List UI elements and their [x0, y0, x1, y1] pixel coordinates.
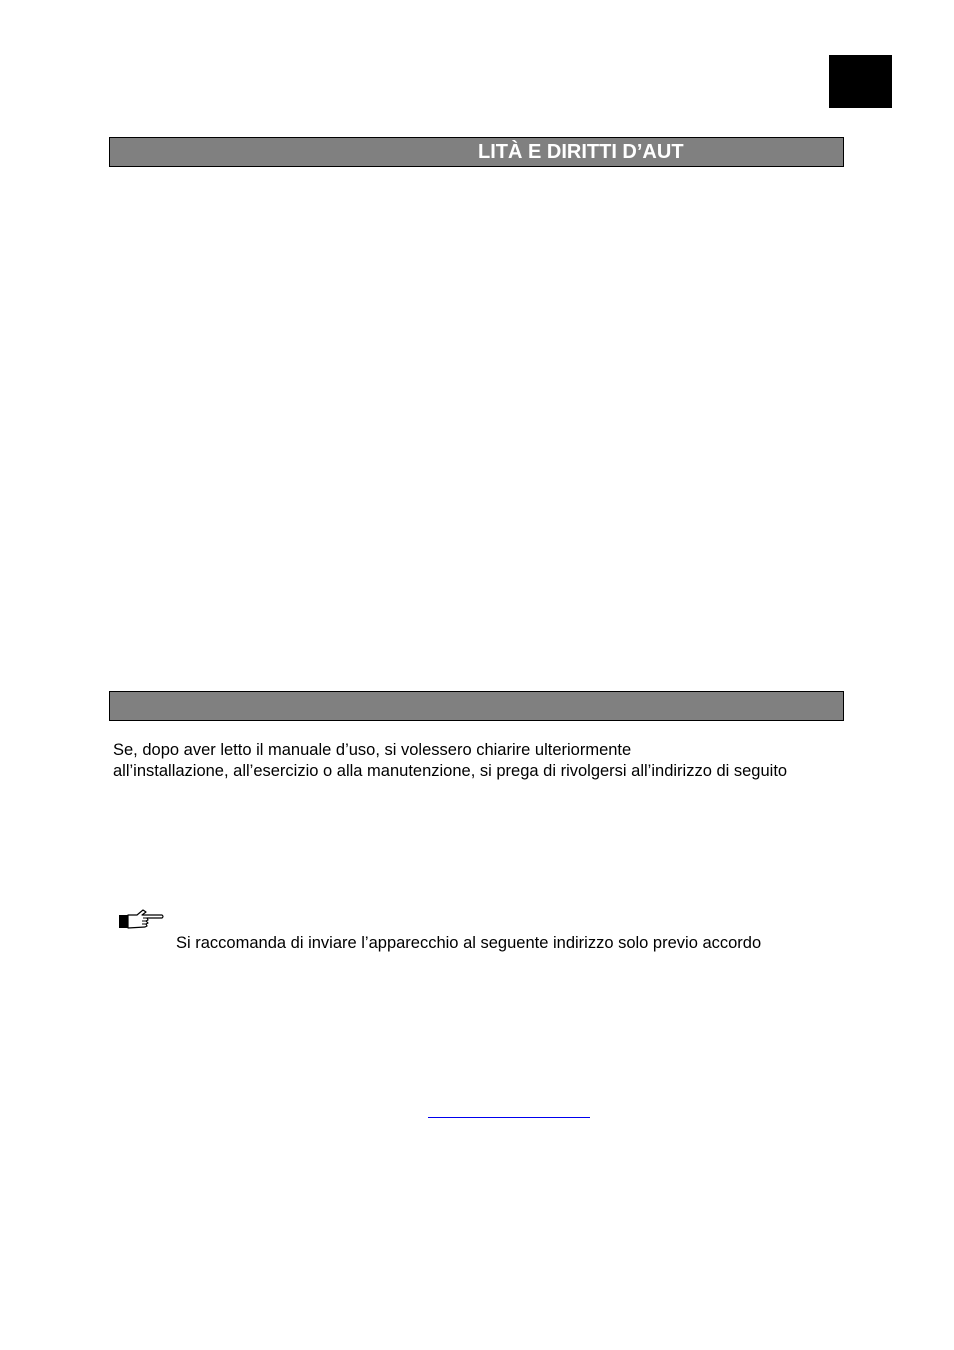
pointing-hand-icon [117, 907, 165, 931]
section-header-bar-empty [109, 691, 844, 721]
section-title: LITÀ E DIRITTI D’AUT [478, 141, 684, 163]
link-underline[interactable] [428, 1117, 590, 1118]
paragraph-line: Se, dopo aver letto il manuale d’uso, si volessero chiarire ulteriormente [113, 741, 632, 759]
paragraph-line: all’installazione, all’esercizio o alla manutenzione, si prega di rivolgersi all’indirizzo di seguito [113, 762, 788, 780]
page-marker-block [829, 55, 892, 108]
section-header-bar [109, 137, 844, 167]
note-text: Si raccomanda di inviare l’apparecchio al seguente indirizzo solo previo accordo [176, 934, 762, 952]
